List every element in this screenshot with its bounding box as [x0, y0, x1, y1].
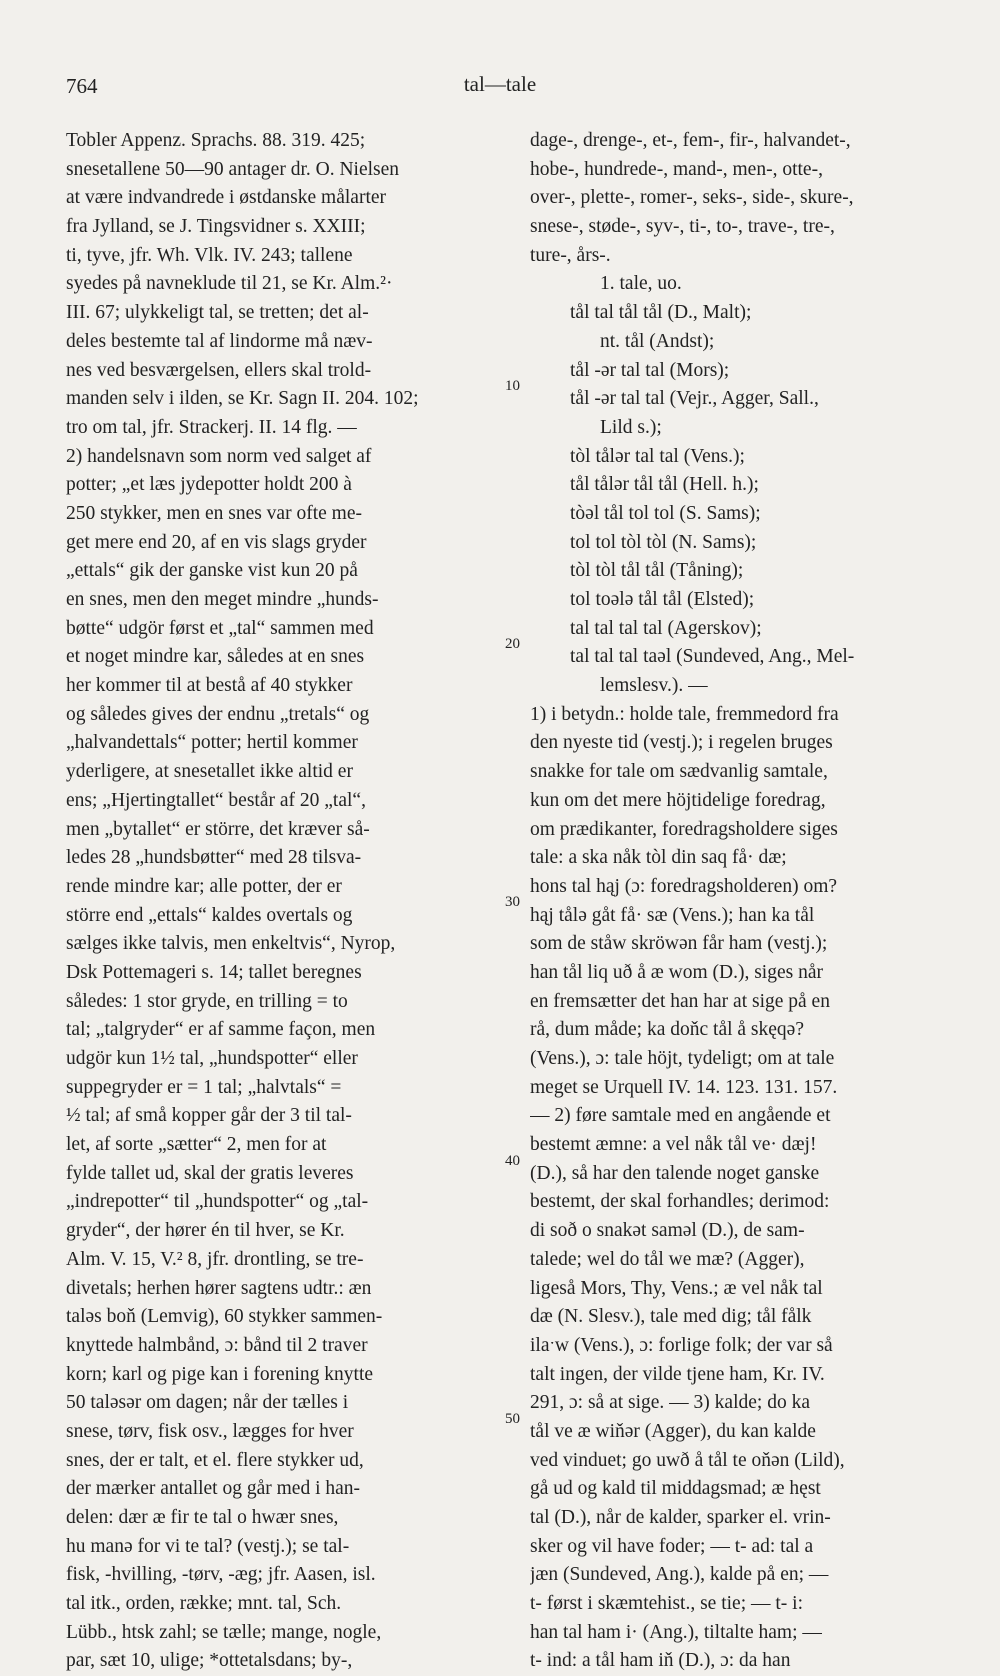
text-line: tal tal tal tal (Agerskov); [570, 617, 762, 639]
text-line: hobe-, hundrede-, mand-, men-, otte-, [530, 158, 823, 180]
text-line: snese, tørv, fisk osv., lægges for hver [66, 1420, 354, 1442]
text-line: bøtte“ udgör først et „tal“ sammen med [66, 617, 374, 639]
text-line: Alm. V. 15, V.² 8, jfr. drontling, se tre- [66, 1248, 364, 1270]
text-line: bestemt æmne: a vel nåk tål ve· dæj! [530, 1134, 817, 1156]
text-line: bestemt, der skal forhandles; derimod: [530, 1191, 830, 1213]
text-line: han tal ham i· (Ang.), tiltalte ham; — [530, 1621, 822, 1643]
text-line: han tål liq uð å æ wom (D.), siges når [530, 961, 823, 983]
text-line: större end „ettals“ kaldes overtals og [66, 904, 353, 926]
text-line: 291, ɔ: så at sige. — 3) kalde; do ka [530, 1392, 810, 1414]
text-line: talt ingen, der vilde tjene ham, Kr. IV. [530, 1363, 825, 1385]
right-column [530, 127, 950, 1676]
text-line: syedes på navneklude til 21, se Kr. Alm.²· [66, 273, 393, 295]
text-line: tal itk., orden, række; mnt. tal, Sch. [66, 1593, 342, 1615]
text-line: den nyeste tid (vestj.); i regelen bruges [530, 732, 833, 754]
text-line: talede; wel do tål we mæ? (Agger), [530, 1248, 805, 1270]
text-line: snesetallene 50—90 antager dr. O. Nielsen [66, 158, 400, 180]
text-line: (D.), så har den talende noget ganske [530, 1162, 820, 1184]
text-line: „halvandettals“ potter; hertil kommer [66, 732, 358, 754]
text-line: di soð o snakət saməl (D.), de sam- [530, 1220, 805, 1242]
text-line: en fremsætter det han har at sige på en [530, 990, 830, 1012]
text-line: sker og vil have foder; — t- ad: tal a [530, 1535, 814, 1557]
text-line: ti, tyve, jfr. Wh. Vlk. IV. 243; tallene [66, 244, 353, 266]
text-line: Lild s.); [600, 416, 662, 438]
text-line: Dsk Pottemageri s. 14; tallet beregnes [66, 961, 362, 983]
text-line: dage-, drenge-, et-, fem-, fir-, halvandet-, [530, 130, 851, 151]
text-line: jæn (Sundeved, Ang.), kalde på en; — [530, 1564, 829, 1586]
text-line: ture-, års-. [530, 244, 611, 266]
text-line: Lübb., htsk zahl; se tælle; mange, nogle, [66, 1621, 382, 1643]
text-line: korn; karl og pige kan i forening knytte [66, 1363, 374, 1385]
text-line: ledes 28 „hundsbøtter“ med 28 tilsva- [66, 847, 362, 869]
text-line: sælges ikke talvis, men enkeltvis“, Nyrop, [66, 933, 396, 955]
text-line: snes, der er talt, et el. flere stykker ud, [66, 1449, 364, 1471]
text-line: ilaˑw (Vens.), ɔ: forlige folk; der var så [530, 1334, 833, 1356]
text-line: her kommer til at bestå af 40 stykker [66, 675, 353, 697]
text-line: ½ tal; af små kopper går der 3 til tal- [66, 1105, 352, 1127]
text-line: tal (D.), når de kalder, sparker el. vrin- [530, 1507, 831, 1528]
page-number: 764 [66, 74, 98, 98]
text-line: nes ved besværgelsen, ellers skal trold- [66, 359, 372, 381]
text-line: tale: a ska nåk tòl din saq få· dæ; [530, 847, 787, 869]
text-line: ved vinduet; go uwð å tål te oňən (Lild), [530, 1449, 845, 1471]
text-line: hąj tålə gåt få· sæ (Vens.); han ka tål [530, 904, 815, 926]
text-line: let, af sorte „sætter“ 2, men for at [66, 1134, 327, 1156]
text-line: fisk, -hvilling, -tørv, -æg; jfr. Aasen, isl. [66, 1564, 376, 1586]
text-line: tål -ər tal tal (Mors); [570, 359, 730, 381]
text-line: og således gives der endnu „tretals“ og [66, 703, 370, 725]
text-line: at være indvandrede i østdanske målarter [66, 187, 387, 209]
text-line: get mere end 20, af en vis slags gryder [66, 531, 367, 553]
text-line: tål ve æ wiňər (Agger), du kan kalde [530, 1420, 816, 1442]
text-line: således: 1 stor gryde, en trilling = to [66, 990, 348, 1012]
text-line: t- ind: a tål ham iň (D.), ɔ: da han [530, 1650, 791, 1672]
text-line: par, sæt 10, ulige; *ottetalsdans; by-, [66, 1650, 353, 1672]
text-line: tol tol tòl tòl (N. Sams); [570, 531, 757, 553]
line-number: 40 [505, 1153, 520, 1169]
text-line: 1. tale, uo. [600, 273, 682, 295]
text-line: — 2) føre samtale med en angående et [530, 1105, 831, 1127]
text-line: Tobler Appenz. Sprachs. 88. 319. 425; [66, 130, 366, 151]
text-line: ligeså Mors, Thy, Vens.; æ vel nåk tal [530, 1277, 823, 1299]
text-line: divetals; herhen hører sagtens udtr.: æn [66, 1277, 372, 1299]
text-line: lemslesv.). — [600, 675, 708, 697]
text-line: ens; „Hjertingtallet“ består af 20 „tal“, [66, 789, 366, 811]
text-line: fylde tallet ud, skal der gratis leveres [66, 1162, 354, 1184]
text-line: udgör kun 1½ tal, „hundspotter“ eller [66, 1048, 358, 1069]
text-line: tål -ər tal tal (Vejr., Agger, Sall., [570, 388, 819, 410]
text-line: 50 taləsər om dagen; når der tælles i [66, 1392, 349, 1414]
text-line: snakke for tale om sædvanlig samtale, [530, 761, 828, 783]
text-line: tro om tal, jfr. Strackerj. II. 14 flg. — [66, 416, 357, 438]
text-line: taləs boň (Lemvig), 60 stykker sammen- [66, 1306, 383, 1328]
text-line: suppegryder er = 1 tal; „halvtals“ = [66, 1076, 342, 1098]
text-line: snese-, støde-, syv-, ti-, to-, trave-, tre-, [530, 216, 835, 238]
text-line: 1) i betydn.: holde tale, fremmedord fra [530, 703, 839, 725]
text-line: tål tal tål tål (D., Malt); [570, 302, 752, 324]
text-line: deles bestemte tal af lindorme må næv- [66, 330, 373, 352]
text-line: potter; „et læs jydepotter holdt 200 à [66, 474, 352, 496]
text-line: delen: dær æ fir te tal o hwær snes, [66, 1507, 339, 1528]
line-number: 30 [505, 894, 520, 910]
text-line: gå ud og kald til middagsmad; æ hęst [530, 1478, 821, 1500]
text-line: rå, dum måde; ka doňc tål å skęqə? [530, 1019, 804, 1041]
text-line: „ettals“ gik der ganske vist kun 20 på [66, 560, 358, 582]
text-line: 250 stykker, men en snes var ofte me- [66, 502, 362, 524]
line-number: 50 [505, 1411, 520, 1427]
text-line: III. 67; ulykkeligt tal, se tretten; det al- [66, 302, 369, 324]
text-line: t- først i skæmtehist., se tie; — t- i: [530, 1593, 803, 1615]
text-line: hu manə for vi te tal? (vestj.); se tal- [66, 1535, 350, 1557]
left-column [66, 127, 506, 1676]
running-head: tal—tale [463, 72, 537, 96]
text-line: der mærker antallet og går med i han- [66, 1478, 361, 1500]
text-line: et noget mindre kar, således at en snes [66, 646, 365, 668]
line-number: 10 [505, 378, 520, 394]
text-line: tal; „talgryder“ er af samme façon, men [66, 1019, 376, 1041]
text-line: yderligere, at snesetallet ikke altid er [66, 761, 353, 783]
text-line: om prædikanter, foredragsholdere siges [530, 818, 838, 840]
text-line: meget se Urquell IV. 14. 123. 131. 157. [530, 1076, 838, 1098]
text-line: gryder“, der hører én til hver, se Kr. [66, 1220, 345, 1242]
text-line: knyttede halmbånd, ɔ: bånd til 2 traver [66, 1334, 368, 1356]
text-line: (Vens.), ɔ: tale höjt, tydeligt; om at tale [530, 1048, 835, 1069]
text-line: dæ (N. Slesv.), tale med dig; tål fålk [530, 1306, 812, 1328]
text-line: tål tålər tål tål (Hell. h.); [570, 474, 759, 496]
text-line: som de ståw skröwən får ham (vestj.); [530, 933, 828, 955]
text-line: tal tal tal taəl (Sundeved, Ang., Mel- [570, 646, 855, 668]
text-line: nt. tål (Andst); [600, 330, 715, 352]
text-line: tol toələ tål tål (Elsted); [570, 589, 755, 610]
line-number: 20 [505, 636, 520, 652]
text-line: hons tal hąj (ɔ: foredragsholderen) om? [530, 875, 838, 897]
text-line: manden selv i ilden, se Kr. Sagn II. 204. 102; [66, 388, 419, 410]
text-line: men „bytallet“ er större, det kræver så- [66, 818, 370, 840]
text-line: rende mindre kar; alle potter, der er [66, 875, 342, 897]
text-line: 2) handelsnavn som norm ved salget af [66, 445, 372, 467]
text-line: fra Jylland, se J. Tingsvidner s. XXIII; [66, 216, 366, 238]
text-line: tòl tålər tal tal (Vens.); [570, 445, 745, 467]
text-line: over-, plette-, romer-, seks-, side-, skure-, [530, 187, 854, 209]
text-line: kun om det mere höjtidelige foredrag, [530, 789, 826, 811]
text-line: „indrepotter“ til „hundspotter“ og „tal- [66, 1191, 369, 1213]
text-line: en snes, men den meget mindre „hunds- [66, 589, 379, 610]
text-line: tòəl tål tol tol (S. Sams); [570, 502, 761, 524]
text-line: tòl tòl tål tål (Tåning); [570, 560, 744, 582]
